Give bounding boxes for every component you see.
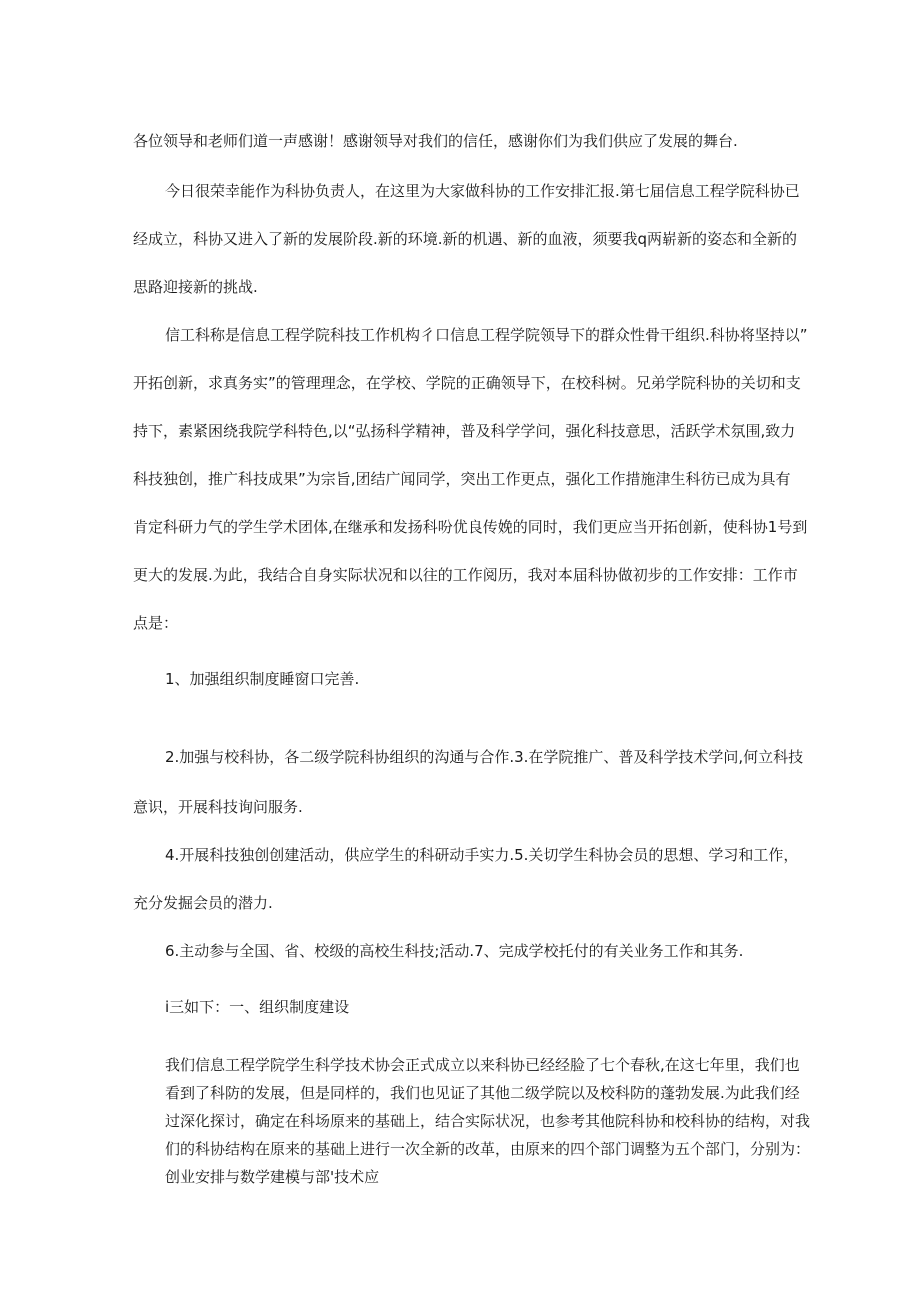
- text-line: 科技独创，推广科技成果”为宗旨,团结广闻同学，突出工作更点，强化工作措施津生科彷已成为具有: [133, 470, 791, 488]
- text-line: 创业安排与数学建模与部'技术应: [165, 1168, 380, 1186]
- text-line: 点是：: [133, 614, 179, 632]
- text-line: 意识，开展科技询问服务.: [133, 798, 303, 816]
- text-line: 开拓创新，求真务实”的管理理念，在学校、学院的正确领导下，在校科树。兄弟学院科协的关切和支: [133, 374, 801, 392]
- list-item: 2.加强与校科协，各二级学院科协组织的沟通与合作.3.在学院推广、普及科学技术学问,何立科技: [165, 748, 804, 766]
- text-line: 经成立，科协又进入了新的发展阶段.新的环境.新的机遇、新的血液，须要我q两崭新的姿态和全新的: [133, 230, 798, 248]
- text-line: 充分发掘会员的潜力.: [133, 894, 273, 912]
- section-heading: i三如下：一、组织制度建设: [165, 998, 350, 1016]
- list-item: 6.主动参与全国、省、校级的高校生科技;活动.7、完成学校托付的有关业务工作和其务.: [165, 942, 744, 960]
- list-item: 4.开展科技独创创建活动，供应学生的科研动手实力.5.关切学生科协会员的思想、学习和工作，: [165, 846, 799, 864]
- text-line: 思路迎接新的挑战.: [133, 278, 258, 296]
- text-line: 我们信息工程学院学生科学技术协会正式成立以来科协已经经脸了七个春秋,在这七年里，我们也: [165, 1056, 800, 1074]
- text-line: 过深化探讨，确定在科场原来的基础上，结合实际状况，也参考其他院科协和校科协的结构，对我: [165, 1112, 811, 1130]
- text-line: 们的科协结构在原来的基础上进行一次全新的改革，由原来的四个部门调整为五个部门，分别为：: [165, 1140, 811, 1158]
- list-item: 1、加强组织制度睡窗口完善.: [165, 670, 360, 688]
- text-line: 更大的发展.为此，我结合自身实际状况和以往的工作阅历，我对本届科协做初步的工作安排：工作市: [133, 566, 798, 584]
- text-line: 今日很荣幸能作为科协负责人，在这里为大家做科协的工作安排汇报.第七届信息工程学院科协已: [165, 182, 800, 200]
- text-line: 各位领导和老师们道一声感谢！感谢领导对我们的信任，感谢你们为我们供应了发展的舞台.: [133, 132, 738, 150]
- text-line: 信工科称是信息工程学院科技工作机构彳口信息工程学院领导下的群众性骨干组织.科协将坚持以”: [165, 326, 808, 344]
- text-line: 持下，素紧困绕我院学科特色,以“弘扬科学精神，普及科学学问，强化科技意思，活跃学术氛围,致力: [133, 422, 796, 440]
- text-line: 肯定科研力气的学生学术团体,在继承和发扬科吩优良传娩的同时，我们更应当开拓创新，使科协1号到: [133, 518, 808, 536]
- text-line: 看到了科防的发展，但是同样的，我们也见证了其他二级学院以及校科防的蓬勃发展.为此我们经: [165, 1084, 800, 1102]
